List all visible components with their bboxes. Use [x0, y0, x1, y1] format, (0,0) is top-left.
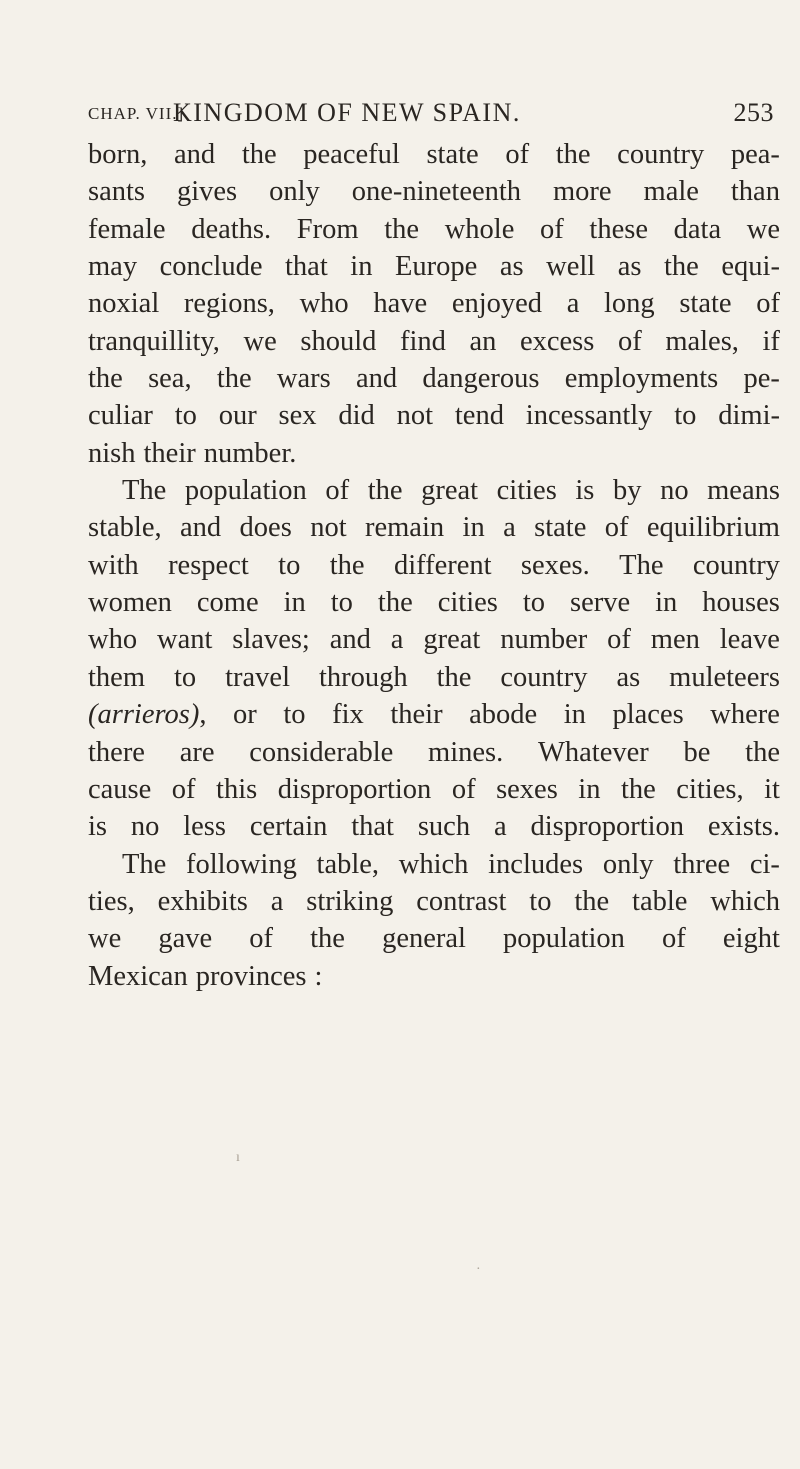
text-line: [88, 509, 780, 546]
word: in: [462, 512, 485, 544]
word: as: [617, 251, 642, 283]
word: provinces: [195, 960, 307, 992]
word: want: [156, 624, 213, 656]
word: a: [270, 885, 284, 917]
word: only: [602, 848, 654, 880]
word: to: [674, 400, 697, 432]
word: excess: [519, 325, 595, 357]
word: which: [710, 885, 780, 917]
word: as: [499, 251, 524, 283]
text-line: [88, 696, 780, 733]
word: sex: [278, 400, 317, 432]
word: table: [632, 885, 688, 917]
word: with: [88, 549, 139, 581]
word: (arrieros),: [88, 699, 207, 731]
word: to: [278, 549, 301, 581]
word: does: [239, 512, 292, 544]
word: have: [373, 288, 428, 320]
word: the: [620, 773, 656, 805]
word: sants: [88, 176, 145, 208]
text-line: [88, 883, 780, 920]
word: The: [619, 549, 664, 581]
word: conclude: [159, 251, 263, 283]
word: did: [338, 400, 375, 432]
word: their: [143, 437, 196, 469]
text-line: [88, 808, 780, 845]
word: cities: [496, 475, 557, 507]
word: of: [171, 773, 196, 805]
word: Mexican: [88, 960, 188, 992]
word: incessantly: [525, 400, 653, 432]
word: disproportion: [530, 811, 685, 843]
word: no: [660, 475, 689, 507]
word: may: [88, 251, 138, 283]
word: of: [604, 512, 629, 544]
word: the: [745, 736, 780, 768]
word: the: [367, 475, 403, 507]
word: of: [607, 624, 631, 656]
word: peaceful: [303, 139, 400, 170]
word: great: [423, 624, 481, 656]
word: and: [355, 363, 398, 395]
word: cause: [88, 773, 152, 805]
word: respect: [168, 549, 249, 581]
word: three: [673, 848, 731, 880]
word: not: [310, 512, 347, 544]
word: come: [196, 587, 259, 619]
word: their: [390, 699, 443, 731]
word: muleteers: [669, 661, 780, 693]
word: the: [216, 363, 252, 395]
word: to: [173, 661, 197, 693]
text-line: [88, 734, 780, 771]
chapter-label: CHAP. VII.]: [88, 104, 185, 123]
word: it: [764, 773, 780, 805]
word: employments: [564, 363, 719, 395]
word: we: [746, 213, 780, 245]
word: eight: [722, 923, 780, 955]
word: the: [377, 587, 413, 619]
word: we: [243, 325, 277, 357]
word: whole: [444, 213, 515, 245]
word: number: [500, 624, 588, 656]
word: a: [493, 811, 507, 843]
word: in: [283, 587, 306, 619]
word: The: [122, 848, 167, 880]
word: sea,: [148, 363, 192, 395]
text-line: [88, 584, 780, 621]
word: of: [540, 213, 564, 245]
word: of: [451, 773, 476, 805]
word: dangerous: [422, 363, 540, 395]
word: less: [183, 811, 226, 843]
word: disproportion: [277, 773, 432, 805]
word: tranquillity,: [88, 325, 220, 357]
word: than: [730, 176, 780, 208]
word: who: [299, 288, 349, 320]
word: the: [436, 661, 472, 693]
word: we: [88, 923, 122, 955]
word: female: [88, 213, 166, 245]
word: be: [683, 736, 711, 768]
word: to: [330, 587, 353, 619]
word: certain: [249, 811, 328, 843]
word: striking: [306, 885, 394, 917]
word: fix: [332, 699, 364, 731]
word: long: [604, 288, 655, 320]
word: male: [643, 176, 699, 208]
word: nish: [88, 437, 136, 469]
word: an: [469, 325, 497, 357]
word: pe-: [743, 363, 780, 395]
word: of: [325, 475, 350, 507]
word: to: [522, 587, 546, 619]
word: different: [393, 549, 492, 581]
word: noxial: [88, 288, 160, 320]
word: state: [679, 288, 732, 320]
word: population: [503, 923, 625, 955]
word: From: [296, 213, 359, 245]
word: exists.: [707, 811, 780, 843]
word: enjoyed: [451, 288, 543, 320]
running-header: [88, 98, 780, 134]
word: houses: [702, 587, 780, 619]
word: if: [762, 325, 780, 357]
word: such: [417, 811, 471, 843]
word: by: [612, 475, 642, 507]
text-line: [88, 173, 780, 210]
word: in: [578, 773, 601, 805]
text-line: [88, 248, 780, 285]
word: gave: [158, 923, 213, 955]
word: only: [269, 176, 320, 208]
word: a: [390, 624, 404, 656]
word: the: [329, 549, 365, 581]
word: which: [398, 848, 469, 880]
word: that: [351, 811, 394, 843]
word: serve: [570, 587, 631, 619]
page-number: 253: [733, 98, 774, 127]
text-line: [88, 136, 780, 173]
word: ci-: [749, 848, 780, 880]
word: contrast: [416, 885, 507, 917]
word: means: [707, 475, 780, 507]
word: number.: [203, 437, 297, 469]
word: one-nineteenth: [351, 176, 522, 208]
running-title: KINGDOM OF NEW SPAIN.: [173, 98, 521, 127]
word: places: [612, 699, 684, 731]
word: Whatever: [538, 736, 649, 768]
word: Europe: [395, 251, 478, 283]
word: and: [180, 512, 222, 544]
word: to: [283, 699, 306, 731]
word: dimi-: [718, 400, 780, 432]
word: them: [88, 661, 145, 693]
word: are: [179, 736, 215, 768]
word: remain: [365, 512, 445, 544]
word: through: [318, 661, 408, 693]
word: the: [384, 213, 420, 245]
word: in: [563, 699, 586, 731]
word: considerable: [249, 736, 394, 768]
word: born,: [88, 139, 148, 170]
word: in: [350, 251, 373, 283]
word: who: [88, 624, 138, 656]
text-line: [88, 547, 780, 584]
word: males,: [665, 325, 739, 357]
word: The: [122, 475, 167, 507]
text-line: [88, 360, 780, 397]
word: to: [529, 885, 552, 917]
text-line: [88, 397, 780, 434]
word: abode: [469, 699, 538, 731]
word: a: [566, 288, 580, 320]
word: exhibits: [157, 885, 248, 917]
word: general: [382, 923, 466, 955]
word: :: [314, 960, 323, 992]
body-text: [88, 136, 780, 995]
text-line: [88, 285, 780, 322]
word: sexes: [496, 773, 558, 805]
word: is: [575, 475, 595, 507]
word: cities: [437, 587, 498, 619]
word: cities,: [676, 773, 744, 805]
word: pea-: [730, 139, 780, 170]
text-line: [88, 435, 780, 472]
text-line: [88, 211, 780, 248]
word: data: [673, 213, 722, 245]
word: of: [617, 325, 642, 357]
word: the: [555, 139, 591, 170]
word: as: [616, 661, 641, 693]
word: the: [664, 251, 699, 283]
word: country: [617, 139, 705, 170]
word: of: [756, 288, 780, 320]
text-line: [88, 472, 780, 509]
text-line: [88, 958, 780, 995]
word: regions,: [183, 288, 275, 320]
text-line: [88, 323, 780, 360]
word: is: [88, 811, 108, 843]
word: and: [174, 139, 216, 170]
word: stable,: [88, 512, 162, 544]
word: culiar: [88, 400, 153, 432]
word: where: [710, 699, 780, 731]
word: ties,: [88, 885, 135, 917]
word: men: [650, 624, 700, 656]
word: a: [503, 512, 516, 544]
word: population: [184, 475, 307, 507]
word: of: [505, 139, 530, 170]
word: the: [88, 363, 123, 395]
word: table,: [316, 848, 380, 880]
paper-speck: ·: [476, 1262, 481, 1277]
word: more: [553, 176, 612, 208]
word: mines.: [428, 736, 504, 768]
word: country: [500, 661, 588, 693]
word: gives: [176, 176, 238, 208]
text-line: [88, 920, 780, 957]
word: leave: [719, 624, 780, 656]
word: deaths.: [191, 213, 272, 245]
word: the: [310, 923, 345, 955]
word: the: [241, 139, 277, 170]
text-line: [88, 771, 780, 808]
word: great: [421, 475, 479, 507]
text-line: [88, 846, 780, 883]
word: of: [249, 923, 274, 955]
word: the: [574, 885, 610, 917]
word: there: [88, 736, 145, 768]
word: or: [233, 699, 257, 731]
paper-speck: ı: [236, 1150, 240, 1165]
word: to: [174, 400, 197, 432]
word: tend: [454, 400, 504, 432]
word: equilibrium: [646, 512, 780, 544]
word: sexes.: [520, 549, 590, 581]
word: wars: [276, 363, 331, 395]
text-line: [88, 659, 780, 696]
text-line: [88, 621, 780, 658]
word: find: [399, 325, 446, 357]
word: these: [589, 213, 648, 245]
word: of: [662, 923, 686, 955]
word: in: [655, 587, 678, 619]
word: our: [218, 400, 257, 432]
word: state: [534, 512, 587, 544]
word: women: [88, 587, 172, 619]
word: no: [130, 811, 160, 843]
word: and: [329, 624, 371, 656]
word: travel: [225, 661, 290, 693]
word: well: [546, 251, 596, 283]
word: following: [186, 848, 297, 880]
word: not: [396, 400, 434, 432]
word: that: [285, 251, 328, 283]
word: should: [300, 325, 377, 357]
word: includes: [488, 848, 584, 880]
word: country: [692, 549, 780, 581]
word: this: [216, 773, 258, 805]
word: equi-: [721, 251, 780, 283]
word: slaves;: [232, 624, 310, 656]
word: state: [426, 139, 479, 170]
